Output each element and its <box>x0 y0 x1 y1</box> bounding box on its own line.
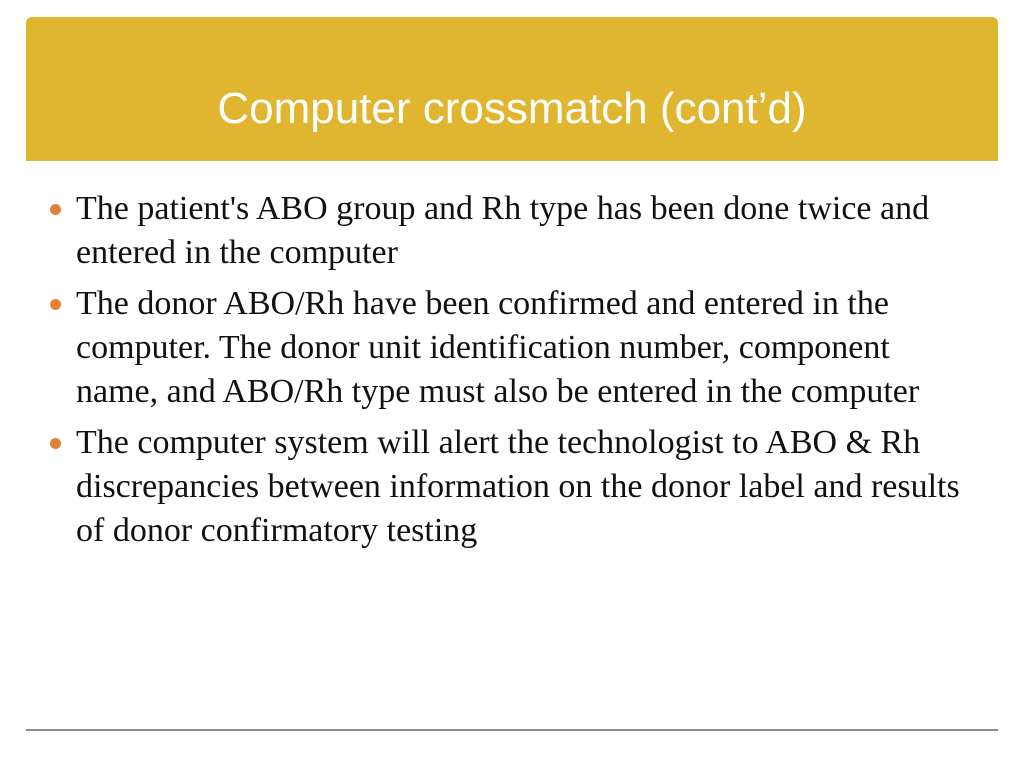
round-bullet-icon <box>50 299 61 310</box>
bullet-item <box>46 421 976 553</box>
bullet-list <box>46 187 976 560</box>
bullet-text: The computer system will alert the technologist to ABO & Rh discrepancies between information on the donor label and results of donor confirmatory testing <box>76 424 960 549</box>
bullet-item <box>46 282 976 414</box>
slide-title: Computer crossmatch (cont’d) <box>217 84 807 133</box>
bullet-text: The patient's ABO group and Rh type has been done twice and entered in the computer <box>76 190 930 271</box>
bullet-text: The donor ABO/Rh have been confirmed and entered in the computer. The donor unit identification number, component name, and ABO/Rh type must also be entered in the computer <box>76 285 920 410</box>
round-bullet-icon <box>50 438 61 449</box>
title-band <box>26 17 998 161</box>
round-bullet-icon <box>50 204 61 215</box>
bullet-item <box>46 187 976 275</box>
footer-divider <box>26 729 998 731</box>
